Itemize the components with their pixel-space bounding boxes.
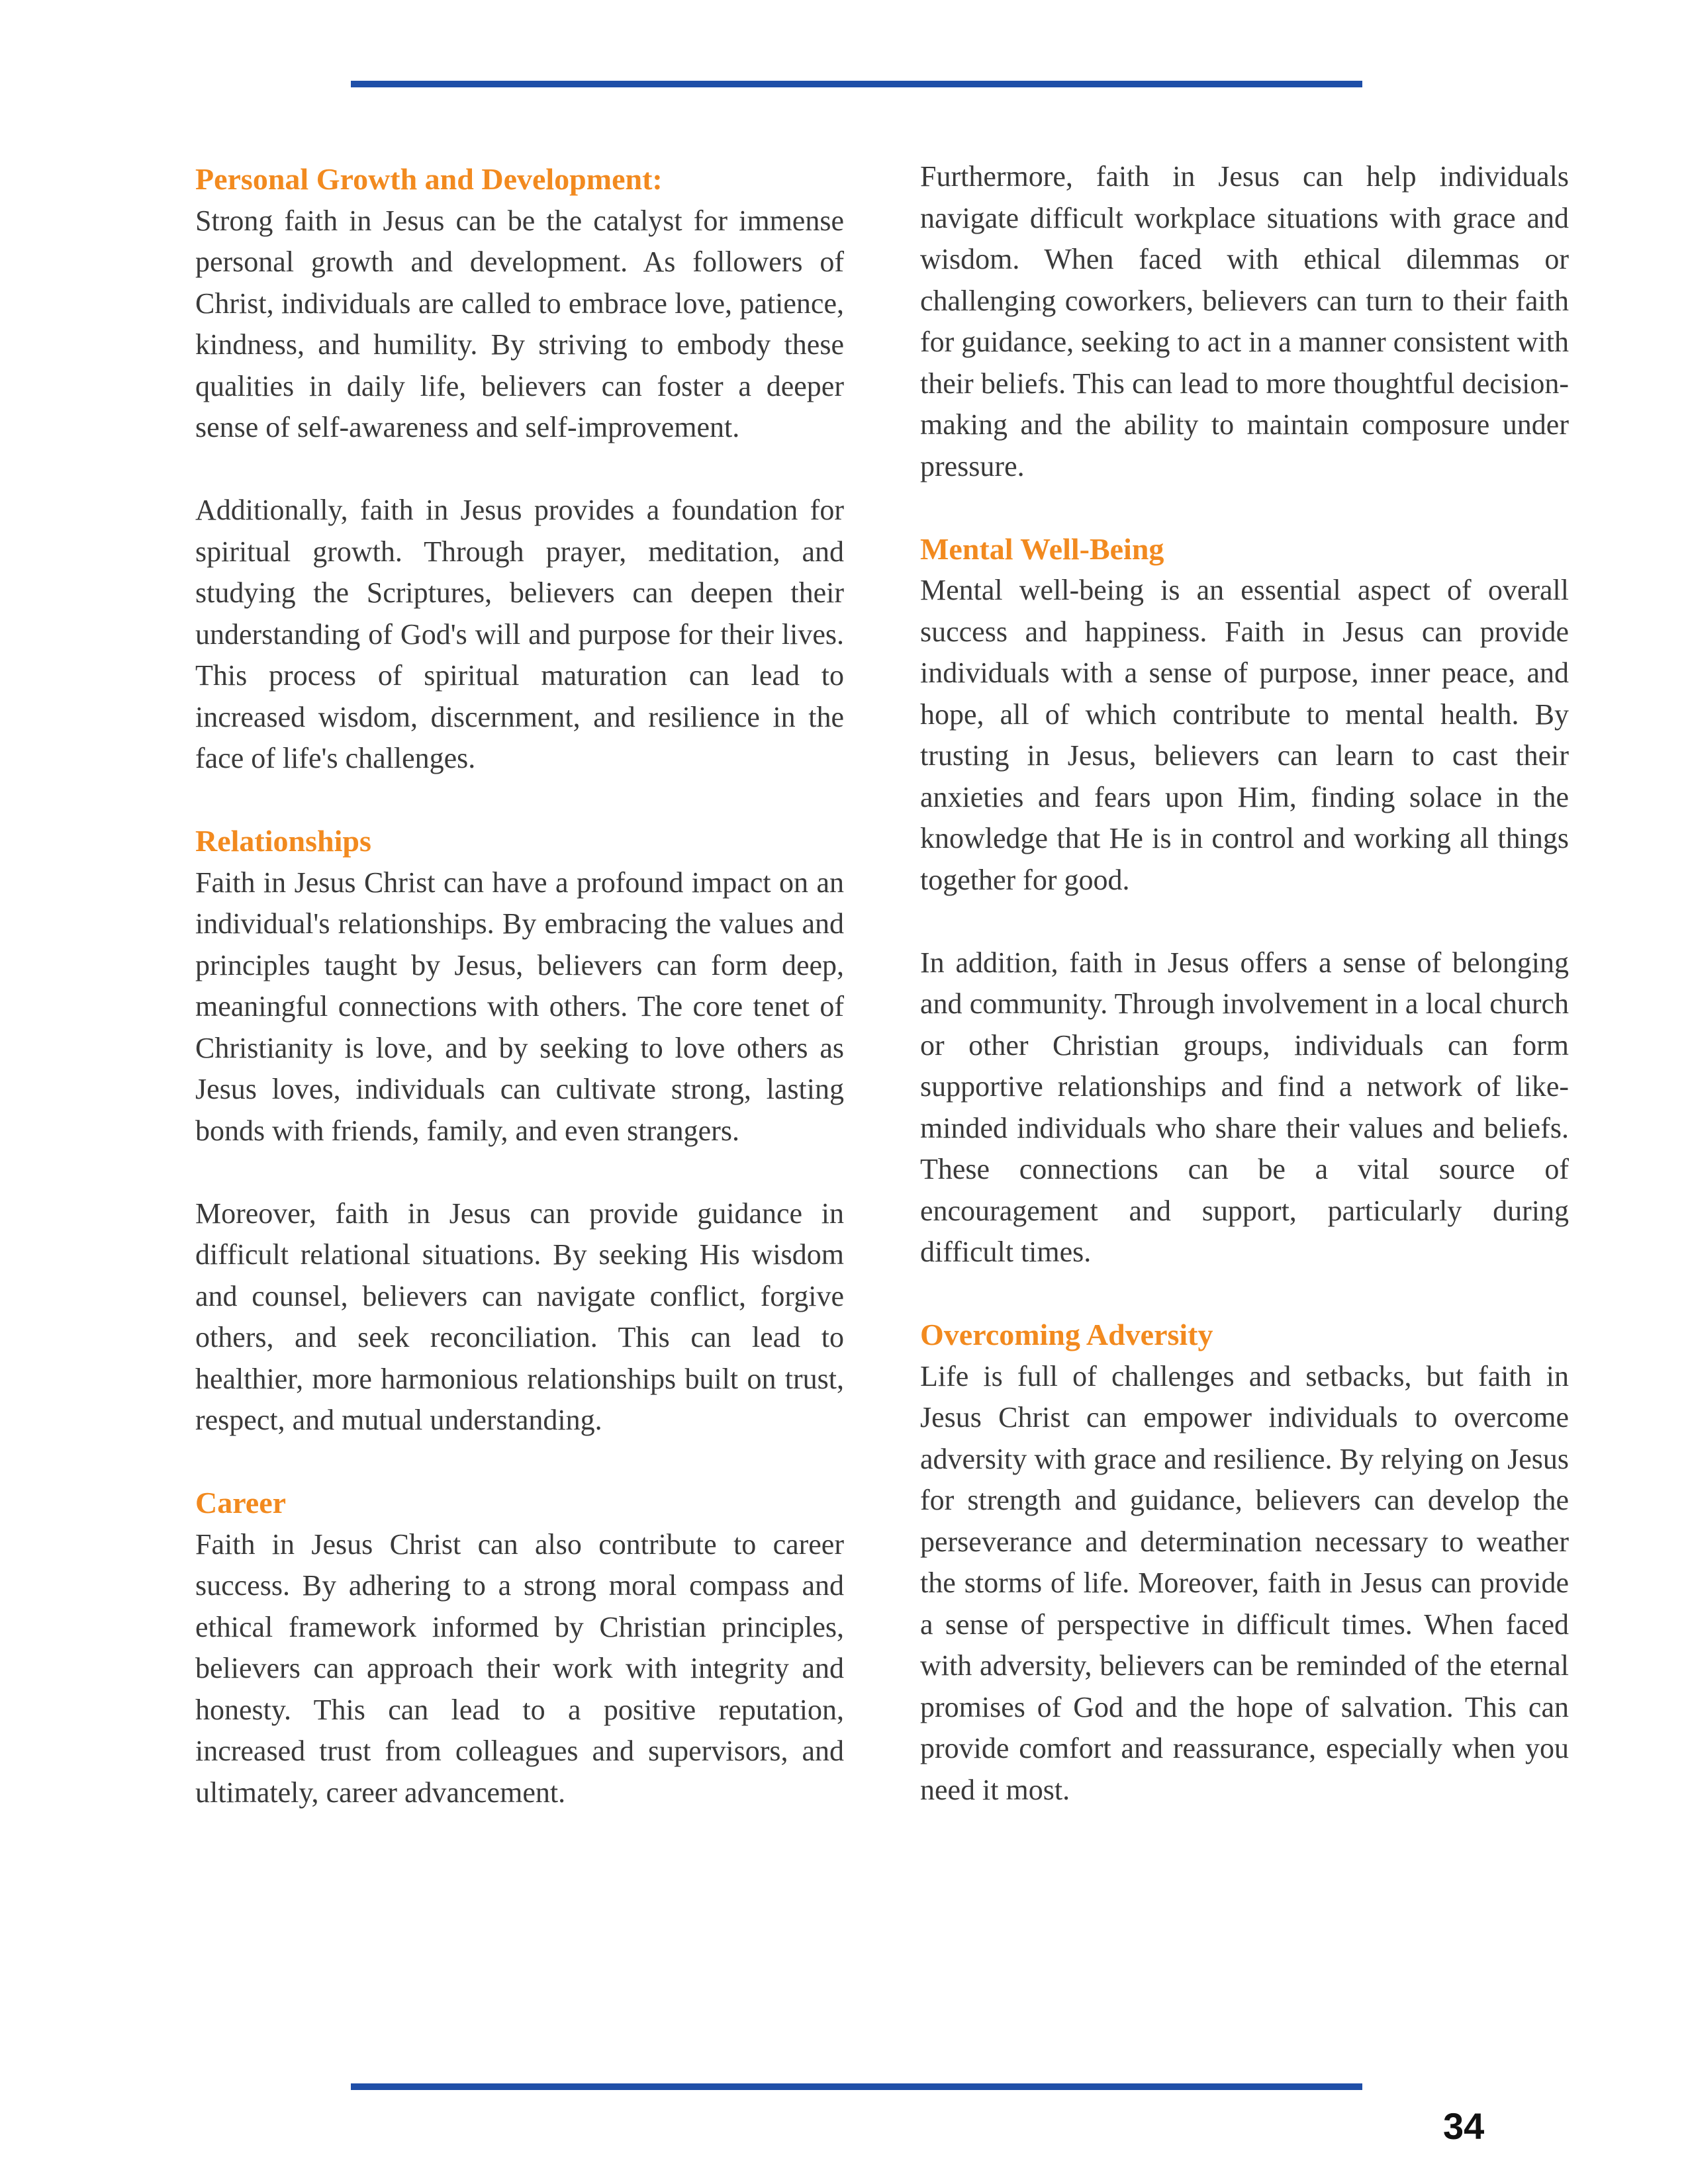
paragraph-relationships-1: Faith in Jesus Christ can have a profound impact on an individual's relationships. By embracing the values and principles taught by Jesus, believers can form deep, meaningful connections with others. The core tenet of Christianity is love, and by seeking to love others as Jesus loves, individuals can cultivate strong, lasting bonds with friends, family, and even strangers. (195, 866, 844, 1147)
top-divider-rule (351, 81, 1362, 87)
paragraph-career-1: Faith in Jesus Christ can also contribute to career success. By adhering to a strong moral compass and ethical framework informed by Christian principles, believers can approach their work with integrity and honesty. This can lead to a positive reputation, increased trust from colleagues and supervisors, and ultimately, career advancement. (195, 1527, 844, 1809)
paragraph-overcoming-adversity-1: Life is full of challenges and setbacks, but faith in Jesus Christ can empower individuals to overcome adversity with grace and resilience. By relying on Jesus for strength and guidance, believers can develop the perseverance and determination necessary to weather the storms of life. Moreover, faith in Jesus can provide a sense of perspective in difficult times. When faced with adversity, believers can be reminded of the eternal promises of God and the hope of salvation. This can provide comfort and reassurance, especially when you need it most. (920, 1359, 1569, 1806)
heading-mental-wellbeing: Mental Well-Being (920, 531, 1164, 566)
page-number: 34 (1443, 2105, 1485, 2147)
paragraph-personal-growth-2: Additionally, faith in Jesus provides a foundation for spiritual growth. Through prayer, meditation, and studying the Scriptures, believers can deepen their understanding of God's will and purpose for their lives. This process of spiritual maturation can lead to increased wisdom, discernment, and resilience in the face of life's challenges. (195, 494, 844, 774)
paragraph-mental-wellbeing-2: In addition, faith in Jesus offers a sense of belonging and community. Through involvement in a local church or other Christian groups, individuals can form supportive relationships and find a network of like-minded individuals who share their values and beliefs. These connections can be a vital source of encouragement and support, particularly during difficult times. (920, 946, 1569, 1268)
paragraph-relationships-2: Moreover, faith in Jesus can provide guidance in difficult relational situations. By seeking His wisdom and counsel, believers can navigate conflict, forgive others, and seek reconciliation. This can lead to healthier, more harmonious relationships built on trust, respect, and mutual understanding. (195, 1197, 844, 1436)
heading-relationships: Relationships (195, 824, 371, 858)
right-column (920, 156, 1569, 1811)
paragraph-personal-growth-1: Strong faith in Jesus can be the catalyst for immense personal growth and development. As followers of Christ, individuals are called to embrace love, patience, kindness, and humility. By striving to embody these qualities in daily life, believers can foster a deeper sense of self-awareness and self-improvement. (195, 204, 844, 443)
heading-overcoming-adversity: Overcoming Adversity (920, 1318, 1213, 1351)
paragraph-career-2: Furthermore, faith in Jesus can help individuals navigate difficult workplace situations with grace and wisdom. When faced with ethical dilemmas or challenging coworkers, believers can turn to their faith for guidance, seeking to act in a manner consistent with their beliefs. This can lead to more thoughtful decision-making and the ability to maintain composure under pressure. (920, 160, 1569, 482)
paragraph-mental-wellbeing-1: Mental well-being is an essential aspect of overall success and happiness. Faith in Jesus can provide individuals with a sense of purpose, inner peace, and hope, all of which contribute to mental health. By trusting in Jesus, believers can learn to cast their anxieties and fears upon Him, finding solace in the knowledge that He is in control and working all things together for good. (920, 574, 1569, 896)
heading-career: Career (195, 1486, 287, 1520)
heading-personal-growth: Personal Growth and Development: (195, 162, 663, 196)
bottom-divider-rule (351, 2083, 1362, 2090)
left-column (195, 159, 844, 1813)
